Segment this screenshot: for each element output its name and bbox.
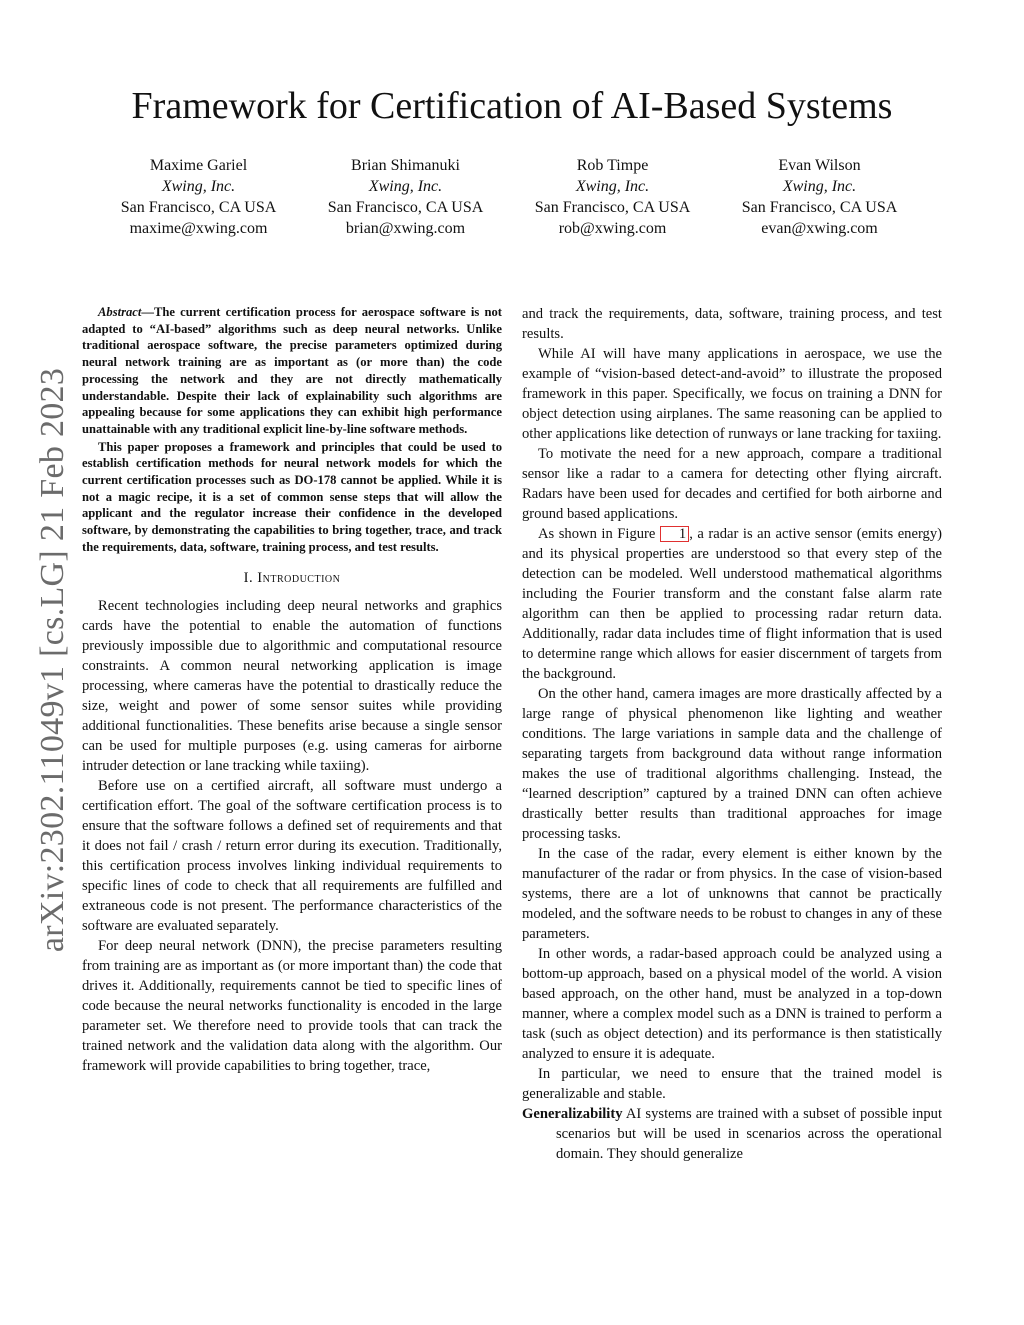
body-paragraph: While AI will have many applications in aerospace, we use the example of “vision-based detect-and-avoid” to illustrate the proposed framework in this paper. Specifically, we focus on training a DNN for object detection using airplanes. The same reasoning can be applied to other applications like detection of runways or lane tracking for taxiing. bbox=[522, 346, 942, 442]
author-email: rob@xwing.com bbox=[558, 220, 667, 237]
body-text: As shown in Figure bbox=[538, 526, 660, 542]
section-heading-introduction: I. Introduction bbox=[243, 569, 341, 586]
author-block bbox=[509, 155, 716, 239]
body-paragraph: For deep neural network (DNN), the precise parameters resulting from training are as important as (or more important than) the code that drives it. Additionally, requirements cannot be tied to specific lines of code because the neural networks functionality is encoded in the large parameter set. We therefore need to provide tools that can track the trained network and the validation data along with the algorithm. Our framework will provide capabilities to bring together, trace, bbox=[82, 937, 502, 1074]
body-paragraph: In other words, a radar-based approach could be analyzed using a bottom-up approach, based on a physical model of the world. A vision based approach, on the other hand, must be analyzed in a top-down manner, where a complex model such as a DNN is trained to perform a task (such as object detection) and its performance is then statistically analyzed to ensure it is adequate. bbox=[522, 946, 942, 1062]
paper-title: Framework for Certification of AI-Based Systems bbox=[131, 85, 893, 127]
author-block bbox=[302, 155, 509, 239]
definition-generalizability bbox=[522, 1104, 942, 1164]
author-email: evan@xwing.com bbox=[761, 220, 878, 237]
author-name: Maxime Gariel bbox=[149, 157, 248, 174]
author-name: Brian Shimanuki bbox=[351, 157, 460, 174]
author-email: maxime@xwing.com bbox=[129, 220, 268, 237]
author-location: San Francisco, CA USA bbox=[327, 199, 484, 216]
abstract-label: Abstract bbox=[98, 305, 142, 319]
arxiv-identifier: arXiv:2302.11049v1 [cs.LG] 21 Feb 2023 bbox=[34, 367, 71, 953]
abstract-paragraph: This paper proposes a framework and principles that could be used to establish certification methods for neural network models for which the current certification processes such as DO-178 cannot be applied. While it is not a magic recipe, it is a set of common sense steps that will allow the applicant and the regulator increase their confidence in the developed software, by demonstrating the capabilities to bring together, trace, and track the requirements, data, software, training process, and test results. bbox=[82, 439, 502, 554]
figure-1-link[interactable]: 1 bbox=[660, 526, 689, 542]
left-column bbox=[82, 304, 502, 1076]
author-location: San Francisco, CA USA bbox=[741, 199, 898, 216]
definition-term: Generalizability bbox=[522, 1106, 623, 1122]
author-location: San Francisco, CA USA bbox=[120, 199, 277, 216]
author-location: San Francisco, CA USA bbox=[534, 199, 691, 216]
body-paragraph: Before use on a certified aircraft, all software must undergo a certification effort. The goal of the software certification process is to ensure that the software follows a defined set of requirements and that it does not fail / crash / return error during its execution. Traditionally, this certification process involves linking individual requirements to specific lines of code to check that all requirements are fulfilled and extraneous code is not present. The performance characteristics of the software are evaluated separately. bbox=[82, 777, 502, 934]
abstract-text: —The current certification process for aerospace software is not adapted to “AI-based” algorithms such as deep neural networks. Unlike traditional aerospace software, the precise parameters optimized during neural network training are as important as (or more than) the code processing the network and they are not directly mathematically understandable. Despite their lack of explainability such algorithms are appealing because for some applications they can exhibit high performance unattainable with any traditional explicit line-by-line software methods. bbox=[82, 305, 502, 436]
body-paragraph: In particular, we need to ensure that the trained model is generalizable and stable. bbox=[522, 1066, 942, 1102]
author-name: Evan Wilson bbox=[778, 157, 861, 174]
author-name: Rob Timpe bbox=[576, 157, 649, 174]
body-paragraph: In the case of the radar, every element is either known by the manufacturer of the radar or from physics. In the case of vision-based systems, there are a lot of unknowns that cannot be practically modeled, and the software needs to be robust to changes in any of these parameters. bbox=[522, 846, 942, 942]
author-affiliation: Xwing, Inc. bbox=[368, 178, 443, 195]
author-block bbox=[716, 155, 923, 239]
body-paragraph: Recent technologies including deep neural networks and graphics cards have the potential to enable the automation of functions previously impossible due to algorithmic and computational resource constraints. A common neural networking application is image processing, where cameras have the potential to drastically reduce the size, weight and power of some sensor suites while providing additional functionalities. These benefits arise because a single sensor can be used for multiple purposes (e.g. using cameras for airborne intruder detection or lane tracking while taxiing). bbox=[82, 597, 502, 774]
definition-text: AI systems are trained with a subset of possible input scenarios but will be used in scenarios across the operational domain. They should generalize bbox=[556, 1106, 942, 1162]
author-email: brian@xwing.com bbox=[345, 220, 466, 237]
abstract-paragraph bbox=[82, 304, 502, 438]
author-affiliation: Xwing, Inc. bbox=[782, 178, 857, 195]
abstract bbox=[82, 304, 502, 556]
author-affiliation: Xwing, Inc. bbox=[161, 178, 236, 195]
body-text: , a radar is an active sensor (emits energy) and its physical properties are understood so that every step of the detection can be modeled. Well understood mathematical algorithms including the Fourier transform and the constant false alarm rate algorithm can then be applied to processing radar return data. Additionally, radar data includes time of flight information that is used to determine range which allows for easier discernment of targets from the background. bbox=[522, 526, 943, 682]
body-paragraph: On the other hand, camera images are more drastically affected by a large range of physical phenomenon like lighting and weather conditions. The large variations in sample data and the challenge of separating targets from background data without range information makes the use of traditional algorithms challenging. Instead, the “learned description” captured by a trained DNN can often achieve drastically better results than traditional approaches for image processing tasks. bbox=[522, 686, 942, 842]
body-paragraph bbox=[522, 524, 942, 684]
body-paragraph: To motivate the need for a new approach, compare a traditional sensor like a radar to a camera for detecting other flying aircraft. Radars have been used for decades and certified for both airborne and ground based applications. bbox=[522, 446, 942, 522]
body-paragraph: and track the requirements, data, software, training process, and test results. bbox=[522, 306, 942, 342]
right-column bbox=[522, 304, 942, 1164]
author-list bbox=[95, 155, 955, 239]
author-block bbox=[95, 155, 302, 239]
author-affiliation: Xwing, Inc. bbox=[575, 178, 650, 195]
